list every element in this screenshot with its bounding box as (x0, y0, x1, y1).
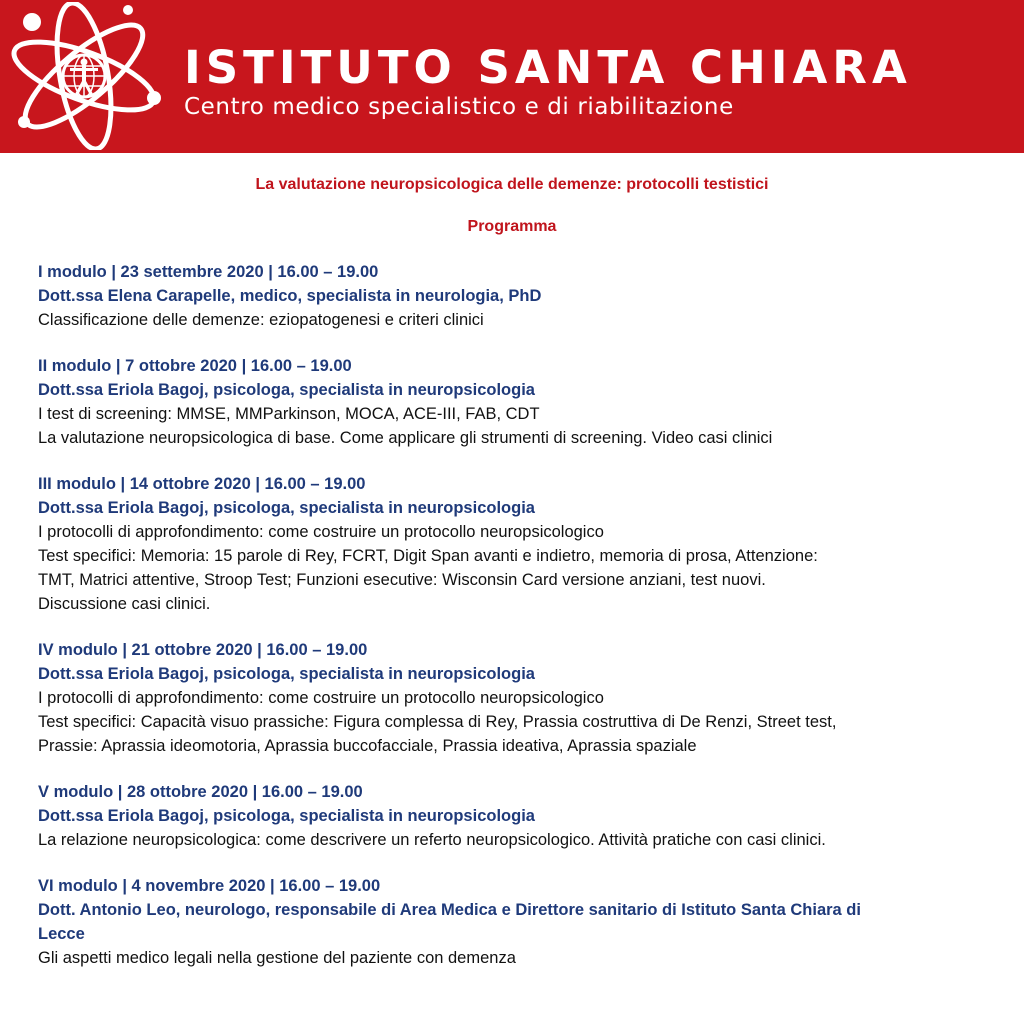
module-speaker: Lecce (38, 925, 85, 943)
module-speaker: Dott. Antonio Leo, neurologo, responsabile di Area Medica e Direttore sanitario di Istituto Santa Chiara di (38, 901, 861, 919)
title-line-1: La valutazione neuropsicologica delle demenze: protocolli testistici (255, 176, 769, 193)
program-modules (38, 260, 1013, 992)
module-description-line: I protocolli di approfondimento: come costruire un protocollo neuropsicologico (38, 689, 604, 707)
module-5 (38, 780, 1013, 852)
brand-title: ISTITUTO SANTA CHIARA (184, 41, 912, 94)
module-heading: I modulo | 23 settembre 2020 | 16.00 – 19.00 (38, 263, 379, 281)
module-description-line: TMT, Matrici attentive, Stroop Test; Funzioni esecutive: Wisconsin Card versione anziani, test nuovi. (38, 571, 766, 589)
module-speaker: Dott.ssa Eriola Bagoj, psicologa, specialista in neuropsicologia (38, 807, 535, 825)
module-heading: IV modulo | 21 ottobre 2020 | 16.00 – 19.00 (38, 641, 368, 659)
header-banner (0, 0, 1024, 153)
module-description-line: Classificazione delle demenze: eziopatogenesi e criteri clinici (38, 311, 484, 329)
module-heading: VI modulo | 4 novembre 2020 | 16.00 – 19.00 (38, 877, 381, 895)
title-line-2: Programma (467, 218, 557, 235)
module-heading: III modulo | 14 ottobre 2020 | 16.00 – 19.00 (38, 475, 366, 493)
module-description-line: Test specifici: Capacità visuo prassiche: Figura complessa di Rey, Prassia costruttiva di De Renzi, Street test, (38, 713, 837, 731)
module-description-line: Gli aspetti medico legali nella gestione del paziente con demenza (38, 949, 516, 967)
module-description-line: La valutazione neuropsicologica di base. Come applicare gli strumenti di screening. Video casi clinici (38, 429, 773, 447)
module-heading: V modulo | 28 ottobre 2020 | 16.00 – 19.00 (38, 783, 363, 801)
module-4 (38, 638, 1013, 758)
document-title (0, 164, 1024, 248)
module-speaker: Dott.ssa Eriola Bagoj, psicologa, specialista in neuropsicologia (38, 499, 535, 517)
module-description-line: La relazione neuropsicologica: come descrivere un referto neuropsicologico. Attività pratiche con casi clinici. (38, 831, 826, 849)
module-speaker: Dott.ssa Eriola Bagoj, psicologa, specialista in neuropsicologia (38, 665, 535, 683)
module-description-line: I protocolli di approfondimento: come costruire un protocollo neuropsicologico (38, 523, 604, 541)
module-6 (38, 874, 1013, 970)
module-2 (38, 354, 1013, 450)
module-3 (38, 472, 1013, 616)
module-heading: II modulo | 7 ottobre 2020 | 16.00 – 19.00 (38, 357, 352, 375)
atom-vitruvian-globe-logo-icon (4, 2, 164, 150)
module-description-line: I test di screening: MMSE, MMParkinson, MOCA, ACE-III, FAB, CDT (38, 405, 540, 423)
module-speaker: Dott.ssa Eriola Bagoj, psicologa, specialista in neuropsicologia (38, 381, 535, 399)
module-description-line: Test specifici: Memoria: 15 parole di Rey, FCRT, Digit Span avanti e indietro, memoria di prosa, Attenzione: (38, 547, 818, 565)
module-description-line: Discussione casi clinici. (38, 595, 211, 613)
brand-subtitle: Centro medico specialistico e di riabilitazione (184, 94, 734, 120)
module-speaker: Dott.ssa Elena Carapelle, medico, specialista in neurologia, PhD (38, 287, 542, 305)
module-1 (38, 260, 1013, 332)
module-description-line: Prassie: Aprassia ideomotoria, Aprassia buccofacciale, Prassia ideativa, Aprassia spaziale (38, 737, 697, 755)
